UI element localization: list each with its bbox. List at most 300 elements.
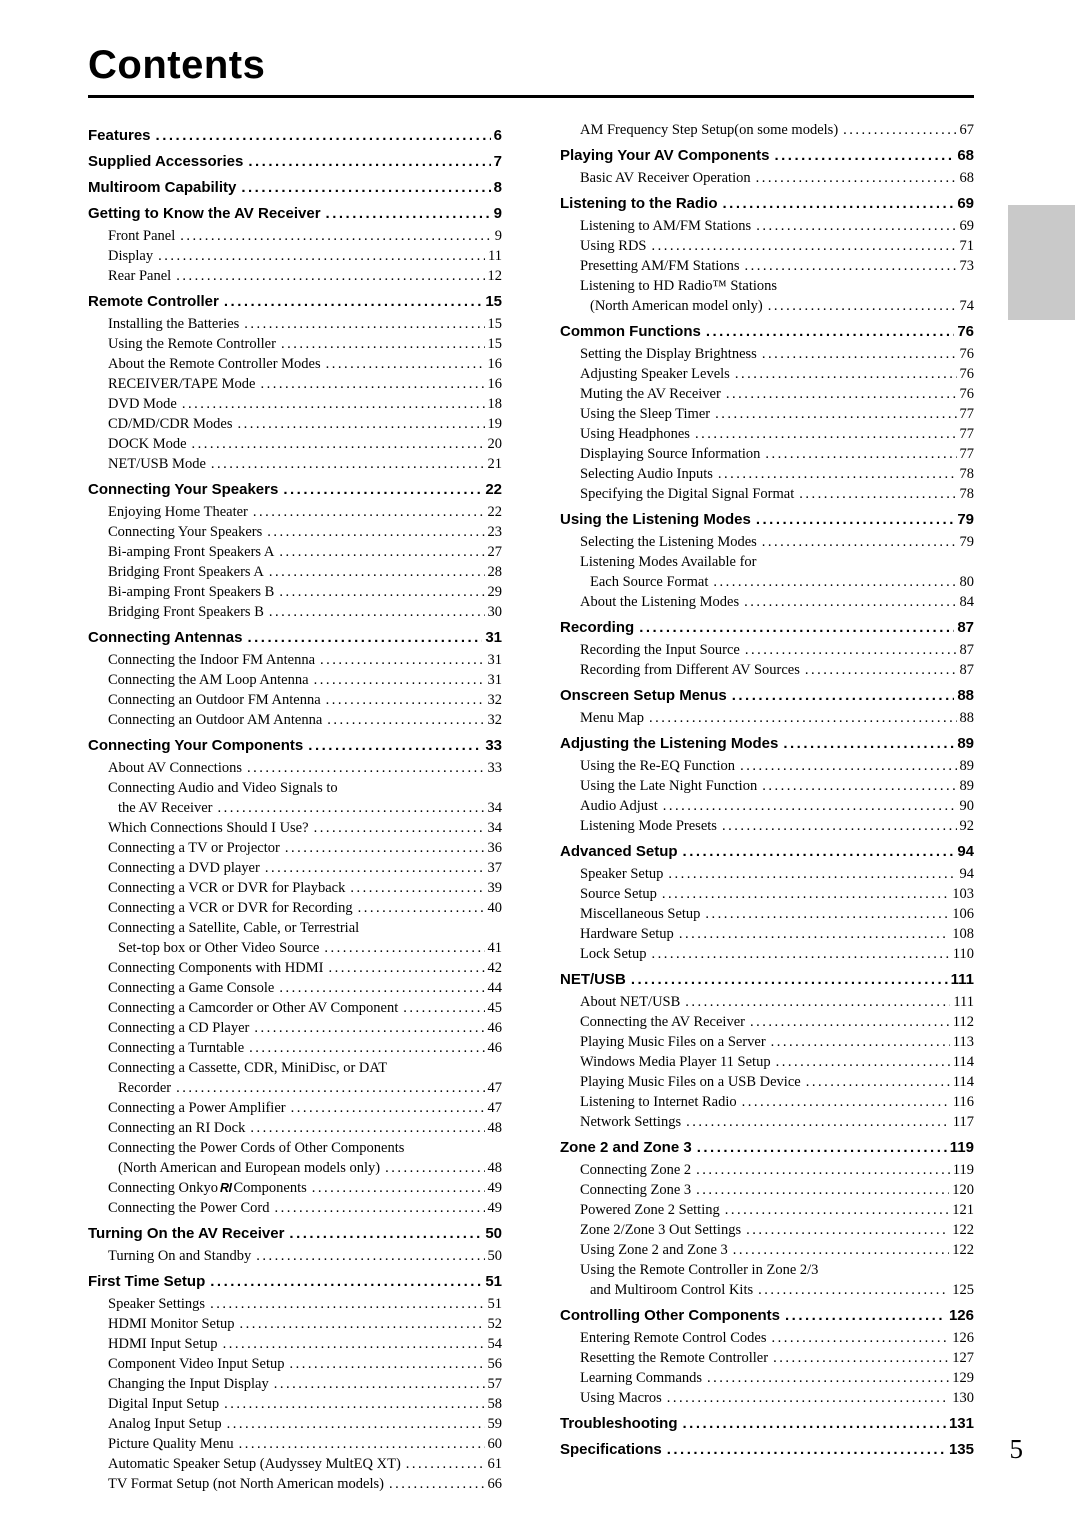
toc-item-label: and Multiroom Control Kits: [590, 1282, 754, 1298]
toc-item-label: Using Headphones: [580, 426, 690, 442]
toc-item-label: Onscreen Setup Menus: [560, 687, 727, 704]
toc-item: [88, 314, 502, 334]
page-ref: 89: [957, 735, 974, 752]
dot-leader: [192, 434, 485, 454]
toc-item-label: the AV Receiver: [118, 800, 213, 816]
toc-item-label: Rear Panel: [108, 268, 172, 284]
toc-item: [88, 1098, 502, 1118]
toc-item-label: Using the Sleep Timer: [580, 406, 711, 422]
toc-item-label: Listening to the Radio: [560, 195, 718, 212]
toc-item-label: Which Connections Should I Use?: [108, 820, 309, 836]
toc-item-label: Each Source Format: [590, 574, 709, 590]
dot-leader: [740, 756, 956, 776]
toc-item: [88, 522, 502, 542]
dot-leader: [685, 992, 950, 1012]
page-ref: 54: [487, 1336, 502, 1352]
page-ref: 80: [959, 574, 974, 590]
dot-leader: [210, 1294, 484, 1314]
dot-leader: [771, 1328, 949, 1348]
toc-item-label: Connecting Your Components: [88, 737, 304, 754]
page-ref: 32: [487, 692, 502, 708]
toc-item: [88, 650, 502, 670]
toc-item: [560, 1180, 974, 1200]
toc-item-label: Playing Music Files on a Server: [580, 1034, 766, 1050]
toc-item: [88, 1294, 502, 1314]
toc-item-label: Set-top box or Other Video Source: [118, 940, 320, 956]
page-ref: 114: [952, 1074, 974, 1090]
toc-item: [560, 1052, 974, 1072]
dot-leader: [773, 1348, 949, 1368]
toc-item-label: Using Macros: [580, 1390, 662, 1406]
toc-item-label: Bridging Front Speakers A: [108, 564, 264, 580]
toc-item: [560, 1260, 974, 1280]
page-ref: 122: [952, 1242, 974, 1258]
toc-item-label: Learning Commands: [580, 1370, 703, 1386]
dot-leader: [283, 479, 482, 500]
page-ref: 77: [959, 406, 974, 422]
dot-leader: [742, 1092, 950, 1112]
toc-item-label: Windows Media Player 11 Setup: [580, 1054, 771, 1070]
toc-section: [88, 291, 502, 312]
toc-item-label: DOCK Mode: [108, 436, 187, 452]
dot-leader: [649, 708, 956, 728]
dot-leader: [771, 1032, 950, 1052]
dot-leader: [358, 898, 485, 918]
toc-item: [88, 878, 502, 898]
toc-item-label: Connecting the AV Receiver: [580, 1014, 745, 1030]
toc-item: [88, 502, 502, 522]
toc-section: [560, 321, 974, 342]
toc-item-label: Adjusting the Listening Modes: [560, 735, 779, 752]
dot-leader: [750, 1012, 950, 1032]
toc-item-label: Features: [88, 127, 151, 144]
dot-leader: [227, 1414, 485, 1434]
toc-item-label: Entering Remote Control Codes: [580, 1330, 767, 1346]
page-ref: 32: [487, 712, 502, 728]
dot-leader: [281, 334, 485, 354]
page-ref: 58: [487, 1396, 502, 1412]
dot-leader: [799, 484, 956, 504]
page-ref: 68: [957, 147, 974, 164]
toc-item: [88, 1118, 502, 1138]
dot-leader: [289, 1354, 484, 1374]
toc-section: [560, 685, 974, 706]
dot-leader: [326, 354, 485, 374]
dot-leader: [223, 1334, 485, 1354]
dot-leader: [686, 1112, 950, 1132]
toc-content: [88, 42, 974, 1494]
toc-item: [560, 864, 974, 884]
page-ref: 30: [487, 604, 502, 620]
toc-item-label: Front Panel: [108, 228, 176, 244]
toc-item: [88, 898, 502, 918]
toc-item: [88, 998, 502, 1018]
dot-leader: [705, 904, 949, 924]
toc-item-label: Automatic Speaker Setup (Audyssey MultEQ XT): [108, 1456, 401, 1472]
toc-item: [560, 1012, 974, 1032]
dot-leader: [768, 296, 957, 316]
page-ref: 68: [959, 170, 974, 186]
dot-leader: [756, 168, 957, 188]
toc-item-label: Using the Late Night Function: [580, 778, 758, 794]
dot-leader: [250, 1118, 484, 1138]
toc-item: [88, 1454, 502, 1474]
dot-leader: [269, 562, 485, 582]
dot-leader: [324, 938, 484, 958]
dot-leader: [314, 670, 485, 690]
toc-item: [560, 796, 974, 816]
dot-leader: [723, 193, 955, 214]
dot-leader: [765, 444, 956, 464]
dot-leader: [762, 776, 956, 796]
toc-item-label: Speaker Settings: [108, 1296, 206, 1312]
page-ref: 67: [959, 122, 974, 138]
dot-leader: [706, 321, 954, 342]
dot-leader: [239, 1314, 484, 1334]
toc-section: [560, 1137, 974, 1158]
toc-item: [560, 884, 974, 904]
toc-item: [560, 904, 974, 924]
dot-leader: [725, 1200, 950, 1220]
dot-leader: [326, 690, 485, 710]
toc-item-label: Muting the AV Receiver: [580, 386, 721, 402]
toc-item-label: Using the Listening Modes: [560, 511, 751, 528]
page-ref: 31: [487, 652, 502, 668]
toc-item: [88, 1138, 502, 1158]
page-ref: 39: [487, 880, 502, 896]
toc-item-label: Display: [108, 248, 154, 264]
toc-item-label: Enjoying Home Theater: [108, 504, 248, 520]
page-ref: 76: [959, 386, 974, 402]
dot-leader: [697, 1137, 947, 1158]
dot-leader: [663, 796, 957, 816]
toc-item: [88, 1354, 502, 1374]
toc-item: [88, 562, 502, 582]
toc-item: [560, 404, 974, 424]
toc-item: [88, 434, 502, 454]
toc-columns: [88, 120, 974, 1494]
toc-item: [88, 838, 502, 858]
toc-item-label: Picture Quality Menu: [108, 1436, 234, 1452]
dot-leader: [389, 1474, 485, 1494]
toc-section: [560, 509, 974, 530]
dot-leader: [249, 1038, 484, 1058]
page-ref: 103: [952, 886, 974, 902]
dot-leader: [279, 542, 484, 562]
toc-item-label: Connecting the AM Loop Antenna: [108, 672, 309, 688]
toc-item: [560, 660, 974, 680]
page-ref: 15: [487, 316, 502, 332]
toc-item-label: Component Video Input Setup: [108, 1356, 285, 1372]
dot-leader: [722, 816, 957, 836]
toc-item-continuation: [560, 296, 974, 316]
page-ref: 9: [494, 228, 502, 244]
page-ref: 20: [487, 436, 502, 452]
page-ref: 69: [957, 195, 974, 212]
toc-item: [560, 1032, 974, 1052]
toc-item-label: Lock Setup: [580, 946, 647, 962]
page-ref: 49: [487, 1180, 502, 1196]
page-ref: 89: [959, 758, 974, 774]
toc-item-label: Recording: [560, 619, 635, 636]
toc-item: [88, 1474, 502, 1494]
page-ref: 66: [487, 1476, 502, 1492]
toc-item: [88, 778, 502, 798]
toc-section: [560, 1439, 974, 1460]
toc-item: [560, 384, 974, 404]
page-ref: 77: [959, 446, 974, 462]
page-ref: 15: [485, 293, 502, 310]
dot-leader: [224, 291, 482, 312]
toc-section: [88, 1223, 502, 1244]
toc-item-label: Remote Controller: [88, 293, 219, 310]
dot-leader: [279, 582, 484, 602]
page-ref: 110: [952, 946, 974, 962]
dot-leader: [275, 1198, 485, 1218]
dot-leader: [406, 1454, 485, 1474]
toc-item-label: Turning On and Standby: [108, 1248, 252, 1264]
toc-item-label: Setting the Display Brightness: [580, 346, 757, 362]
toc-item: [560, 276, 974, 296]
dot-leader: [631, 969, 948, 990]
toc-section: [560, 145, 974, 166]
toc-item-label: NET/USB Mode: [108, 456, 206, 472]
toc-item-label: Connecting Your Speakers: [108, 524, 263, 540]
dot-leader: [776, 1052, 950, 1072]
toc-item: [88, 1434, 502, 1454]
page-title: Contents: [88, 43, 266, 87]
page-ref: 111: [950, 971, 974, 988]
page-ref: 74: [959, 298, 974, 314]
toc-section: [560, 1305, 974, 1326]
dot-leader: [308, 735, 482, 756]
toc-item-label: Playing Your AV Components: [560, 147, 770, 164]
toc-item-label: Connecting Components with HDMI: [108, 960, 324, 976]
dot-leader: [403, 998, 484, 1018]
toc-item: [560, 1220, 974, 1240]
page-ref: 48: [487, 1160, 502, 1176]
dot-leader: [210, 1271, 482, 1292]
dot-leader: [176, 266, 484, 286]
dot-leader: [667, 1439, 946, 1460]
page-ref: 76: [959, 366, 974, 382]
toc-item: [88, 978, 502, 998]
toc-item-continuation: [88, 1078, 502, 1098]
page-ref: 37: [487, 860, 502, 876]
toc-item-label: Zone 2 and Zone 3: [560, 1139, 692, 1156]
dot-leader: [248, 151, 490, 172]
toc-item-label: Recording from Different AV Sources: [580, 662, 800, 678]
dot-leader: [843, 120, 956, 140]
dot-leader: [726, 384, 957, 404]
toc-item-label: Connecting Onkyo: [108, 1180, 218, 1196]
page-ref: 33: [487, 760, 502, 776]
toc-item-label: Miscellaneous Setup: [580, 906, 701, 922]
toc-item: [88, 858, 502, 878]
page-ref: 125: [952, 1282, 974, 1298]
page-ref: 79: [959, 534, 974, 550]
toc-item-label: HDMI Monitor Setup: [108, 1316, 235, 1332]
toc-item-label: Specifications: [560, 1441, 662, 1458]
dot-leader: [783, 733, 954, 754]
toc-item-label: RECEIVER/TAPE Mode: [108, 376, 256, 392]
dot-leader: [639, 617, 954, 638]
toc-item-label: Advanced Setup: [560, 843, 678, 860]
toc-item: [560, 1388, 974, 1408]
page-ref: 9: [493, 205, 502, 222]
toc-item: [560, 992, 974, 1012]
dot-leader: [224, 1394, 484, 1414]
toc-item-label: Connecting a Camcorder or Other AV Component: [108, 1000, 399, 1016]
dot-leader: [253, 502, 485, 522]
page-ref: 31: [485, 629, 502, 646]
page-ref: 51: [487, 1296, 502, 1312]
dot-leader: [279, 978, 484, 998]
dot-leader: [695, 424, 957, 444]
toc-item-label: Connecting a VCR or DVR for Recording: [108, 900, 353, 916]
dot-leader: [247, 758, 484, 778]
page-ref: 94: [957, 843, 974, 860]
dot-leader: [260, 374, 484, 394]
page-ref: 112: [952, 1014, 974, 1030]
toc-item: [560, 464, 974, 484]
toc-item: [560, 592, 974, 612]
toc-item-label: Connecting a CD Player: [108, 1020, 250, 1036]
page-ref: 59: [487, 1416, 502, 1432]
page-ref: 27: [487, 544, 502, 560]
page-ref: 119: [952, 1162, 974, 1178]
dot-leader: [733, 1240, 949, 1260]
toc-item: [88, 602, 502, 622]
page-ref: 50: [487, 1248, 502, 1264]
toc-item-label: Connecting a Cassette, CDR, MiniDisc, or DAT: [108, 1060, 388, 1076]
toc-item-label: Components: [233, 1180, 307, 1196]
page-ref: 41: [487, 940, 502, 956]
page-ref: 36: [487, 840, 502, 856]
toc-item-label: Resetting the Remote Controller: [580, 1350, 769, 1366]
dot-leader: [806, 1072, 950, 1092]
toc-item-label: Basic AV Receiver Operation: [580, 170, 751, 186]
toc-item: [560, 776, 974, 796]
toc-item-label: About NET/USB: [580, 994, 681, 1010]
dot-leader: [328, 958, 484, 978]
page-ref: 78: [959, 486, 974, 502]
page-ref: 23: [487, 524, 502, 540]
toc-item: [560, 120, 974, 140]
toc-column-right: [560, 120, 974, 1494]
toc-item-label: Selecting Audio Inputs: [580, 466, 713, 482]
page-ref: 49: [487, 1200, 502, 1216]
dot-leader: [756, 509, 954, 530]
dot-leader: [285, 838, 485, 858]
toc-section: [88, 627, 502, 648]
page-ref: 46: [487, 1020, 502, 1036]
page-ref: 8: [493, 179, 502, 196]
page-ref: 21: [487, 456, 502, 472]
dot-leader: [350, 878, 484, 898]
dot-leader: [312, 1178, 485, 1198]
page-ref: 130: [952, 1390, 974, 1406]
toc-item-label: Displaying Source Information: [580, 446, 761, 462]
toc-item: [88, 690, 502, 710]
toc-item-label: About the Remote Controller Modes: [108, 356, 321, 372]
dot-leader: [746, 1220, 949, 1240]
page-ref: 40: [487, 900, 502, 916]
dot-leader: [269, 602, 485, 622]
toc-section: [88, 177, 502, 198]
page-ref: 61: [487, 1456, 502, 1472]
toc-item: [88, 226, 502, 246]
toc-item-label: Connecting an RI Dock: [108, 1120, 246, 1136]
toc-item-label: Connecting the Power Cord: [108, 1200, 270, 1216]
dot-leader: [662, 884, 949, 904]
toc-item-label: Common Functions: [560, 323, 701, 340]
toc-item-label: Connecting a Power Amplifier: [108, 1100, 286, 1116]
dot-leader: [651, 944, 949, 964]
page-ref: 47: [487, 1080, 502, 1096]
toc-item-label: Using Zone 2 and Zone 3: [580, 1242, 728, 1258]
toc-item-label: Connecting a Turntable: [108, 1040, 245, 1056]
toc-section: [560, 1413, 974, 1434]
toc-item-label: Connecting a Satellite, Cable, or Terrestrial: [108, 920, 360, 936]
toc-item-label: Zone 2/Zone 3 Out Settings: [580, 1222, 742, 1238]
dot-leader: [805, 660, 957, 680]
toc-item-label: Troubleshooting: [560, 1415, 678, 1432]
toc-item-label: Supplied Accessories: [88, 153, 244, 170]
toc-item-label: Specifying the Digital Signal Format: [580, 486, 795, 502]
toc-item-label: Hardware Setup: [580, 926, 674, 942]
toc-item-label: Digital Input Setup: [108, 1396, 220, 1412]
page-ref: 126: [948, 1307, 974, 1324]
page-ref: 28: [487, 564, 502, 580]
dot-leader: [239, 1434, 485, 1454]
dot-leader: [667, 1388, 949, 1408]
toc-item-label: Connecting Antennas: [88, 629, 243, 646]
dot-leader: [683, 841, 955, 862]
toc-item-label: Multiroom Capability: [88, 179, 237, 196]
dot-leader: [735, 364, 957, 384]
toc-item: [88, 1246, 502, 1266]
toc-item: [560, 168, 974, 188]
page-ref: 52: [487, 1316, 502, 1332]
page-ref: 19: [487, 416, 502, 432]
page-ref: 34: [487, 820, 502, 836]
page-ref: 15: [487, 336, 502, 352]
toc-item-label: Presetting AM/FM Stations: [580, 258, 740, 274]
toc-item: [560, 256, 974, 276]
toc-item-label: Using the Re-EQ Function: [580, 758, 736, 774]
page-ref: 87: [957, 619, 974, 636]
toc-item-label: Installing the Batteries: [108, 316, 240, 332]
toc-item: [560, 640, 974, 660]
dot-leader: [715, 404, 956, 424]
toc-item-label: Listening Mode Presets: [580, 818, 717, 834]
page-ref: 7: [493, 153, 502, 170]
toc-item: [88, 354, 502, 374]
page-ref: 122: [952, 1222, 974, 1238]
toc-column-left: [88, 120, 502, 1494]
page-ref: 121: [952, 1202, 974, 1218]
toc-item-label: Turning On the AV Receiver: [88, 1225, 285, 1242]
dot-leader: [668, 864, 956, 884]
toc-item-label: Using RDS: [580, 238, 647, 254]
toc-item: [88, 1038, 502, 1058]
toc-item: [560, 552, 974, 572]
page-ref: 90: [959, 798, 974, 814]
toc-section: [88, 203, 502, 224]
toc-item-label: HDMI Input Setup: [108, 1336, 218, 1352]
dot-leader: [180, 226, 491, 246]
